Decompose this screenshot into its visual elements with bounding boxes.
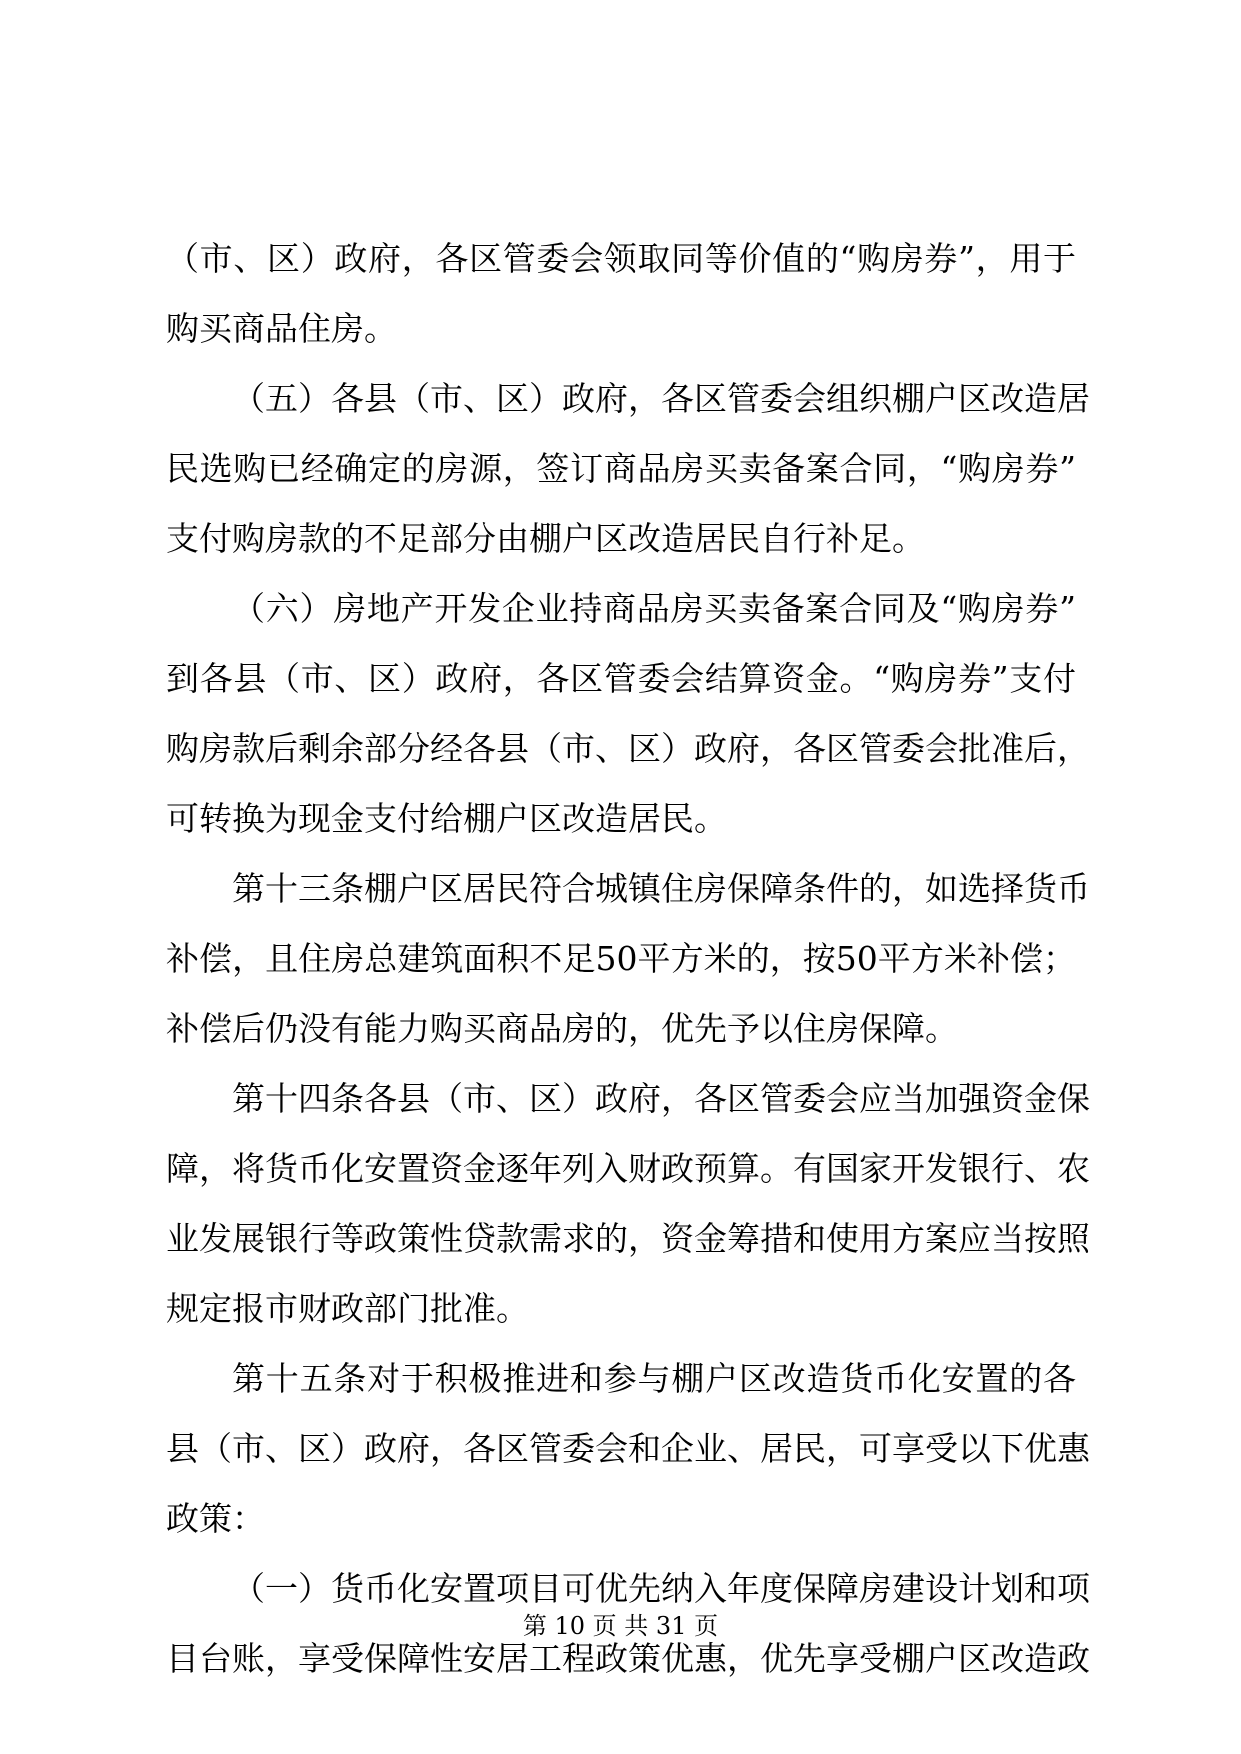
- text-line: 支付购房款的不足部分由棚户区改造居民自行补足。: [166, 519, 925, 558]
- text-line: 民选购已经确定的房源，签订商品房买卖备案合同，“购房券”: [166, 449, 1076, 488]
- text-line: 第十四条各县（市、区）政府，各区管委会应当加强资金保: [232, 1079, 1090, 1118]
- text-line: 目台账，享受保障性安居工程政策优惠，优先享受棚户区改造政: [166, 1639, 1090, 1678]
- text-line: 可转换为现金支付给棚户区改造居民。: [166, 799, 727, 838]
- text-line: 规定报市财政部门批准。: [166, 1289, 529, 1328]
- text-line: （一）货币化安置项目可优先纳入年度保障房建设计划和项: [232, 1569, 1090, 1608]
- page-number-footer: 第 10 页 共 31 页: [522, 1612, 719, 1640]
- text-line: （六）房地产开发企业持商品房买卖备案合同及“购房券”: [232, 589, 1076, 628]
- text-line: 第十五条对于积极推进和参与棚户区改造货币化安置的各: [232, 1359, 1076, 1398]
- text-line: 到各县（市、区）政府，各区管委会结算资金。“购房券”支付: [166, 659, 1076, 698]
- text-line: 业发展银行等政策性贷款需求的，资金筹措和使用方案应当按照: [166, 1219, 1090, 1258]
- text-line: （五）各县（市、区）政府，各区管委会组织棚户区改造居: [232, 379, 1090, 418]
- text-line: 政策：: [166, 1499, 265, 1538]
- text-line: 县（市、区）政府，各区管委会和企业、居民，可享受以下优惠: [166, 1429, 1090, 1468]
- text-line: 购房款后剩余部分经各县（市、区）政府，各区管委会批准后，: [166, 729, 1090, 768]
- text-line: 障，将货币化安置资金逐年列入财政预算。有国家开发银行、农: [166, 1149, 1090, 1188]
- text-line: 补偿后仍没有能力购买商品房的，优先予以住房保障。: [166, 1009, 958, 1048]
- text-line: 第十三条棚户区居民符合城镇住房保障条件的，如选择货币: [232, 869, 1090, 908]
- text-line: （市、区）政府，各区管委会领取同等价值的“购房券”，用于: [166, 239, 1076, 278]
- text-line: 补偿，且住房总建筑面积不足50平方米的，按50平方米补偿；: [166, 939, 1076, 978]
- text-line: 购买商品住房。: [166, 309, 397, 348]
